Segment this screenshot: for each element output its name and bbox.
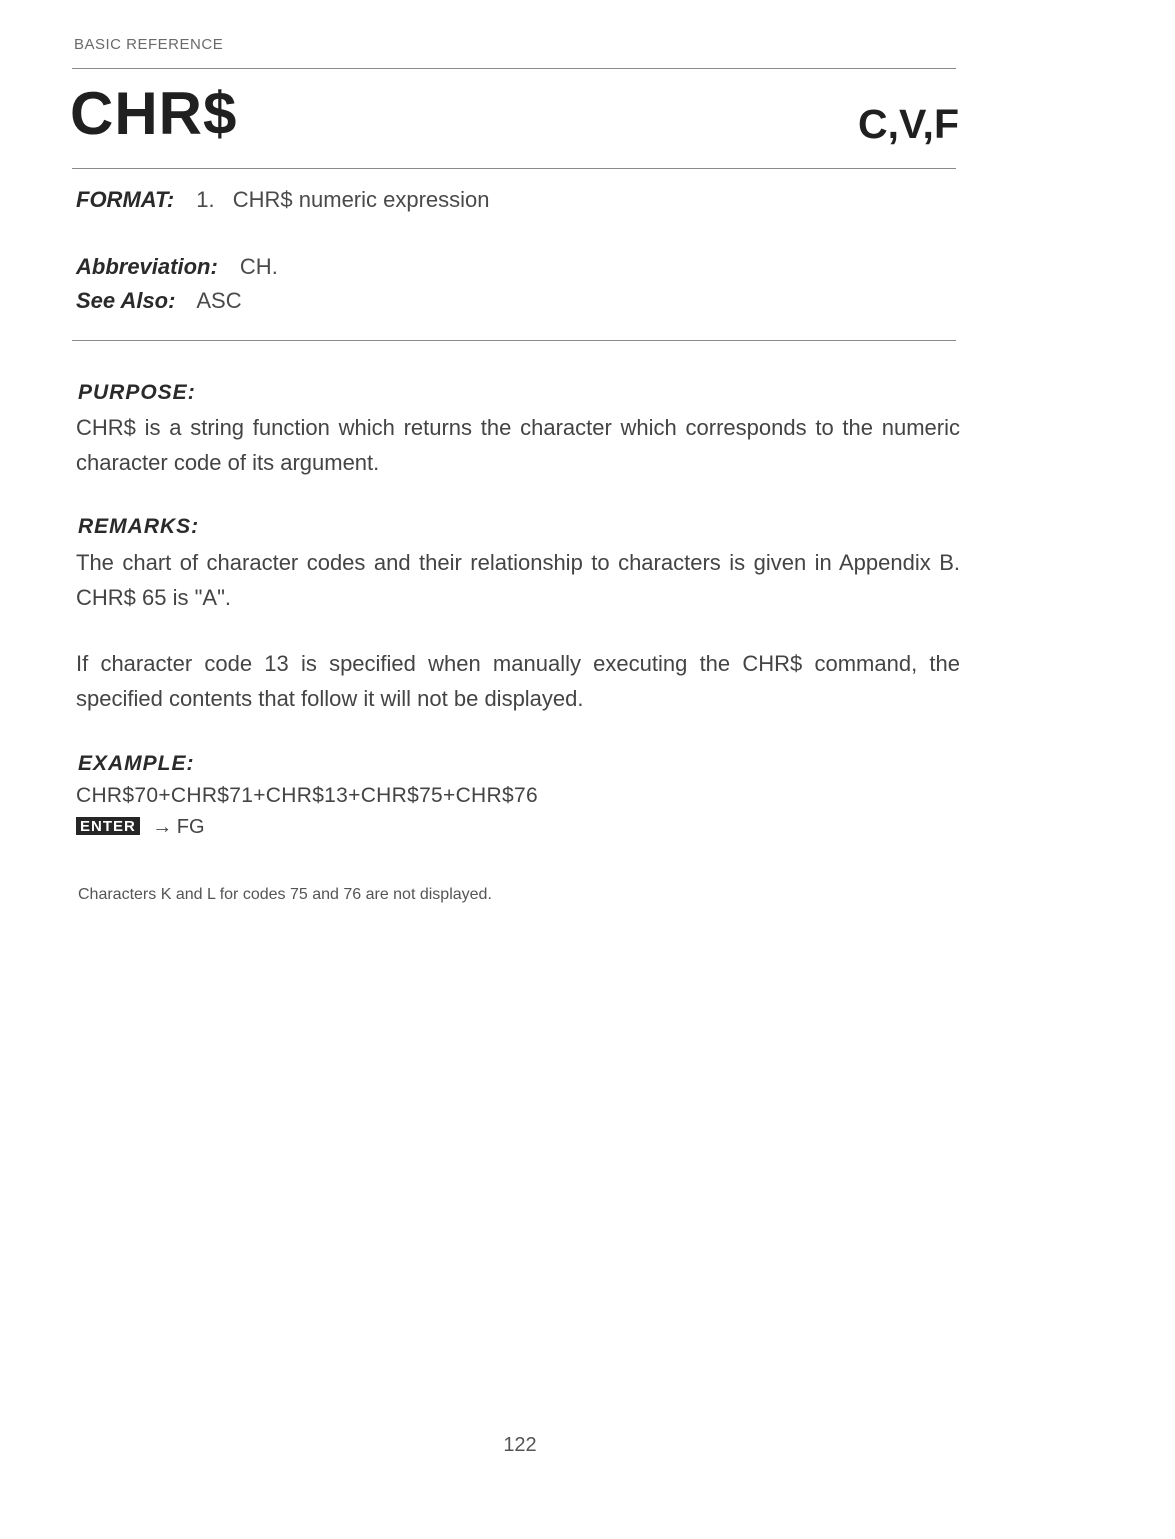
format-line: [76, 187, 490, 213]
arrow-icon: →: [152, 816, 173, 838]
see-also-value: ASC: [196, 288, 242, 313]
format-number: 1.: [196, 187, 215, 212]
mode-indicator: C,V,F: [857, 101, 959, 147]
example-note: Characters K and L for codes 75 and 76 are not displayed.: [78, 886, 492, 903]
page-number: 122: [503, 1434, 537, 1456]
abbreviation-value: CH.: [239, 254, 278, 279]
example-result: FG: [176, 816, 205, 838]
format-syntax: CHR$ numeric expression: [232, 187, 490, 212]
remarks-paragraph-1: The chart of character codes and their relationship to characters is given in Appendix B. CHR$ 65 is "A".: [76, 550, 960, 610]
remarks-heading: REMARKS:: [78, 515, 200, 538]
format-label: FORMAT:: [76, 187, 175, 212]
see-also-label: See Also:: [76, 288, 176, 313]
abbreviation-label: Abbreviation:: [76, 254, 218, 279]
enter-key: ENTER: [76, 817, 140, 835]
abbreviation-line: [76, 254, 278, 280]
example-heading: EXAMPLE:: [78, 752, 195, 775]
example-code: CHR$70+CHR$71+CHR$13+CHR$75+CHR$76: [76, 784, 538, 807]
remarks-paragraph-2: If character code 13 is specified when manually executing the CHR$ command, the specified contents that follow it will not be displayed.: [76, 651, 960, 711]
title-rule: [72, 168, 956, 169]
see-also-line: [76, 288, 242, 314]
command-title: CHR$: [70, 80, 238, 147]
purpose-text: CHR$ is a string function which returns the character which corresponds to the numeric character code of its argument.: [76, 415, 960, 475]
example-result-line: [76, 816, 205, 839]
header-rule: [72, 68, 956, 69]
running-head: BASIC REFERENCE: [74, 36, 224, 53]
fields-rule: [72, 340, 956, 341]
purpose-heading: PURPOSE:: [78, 381, 196, 404]
